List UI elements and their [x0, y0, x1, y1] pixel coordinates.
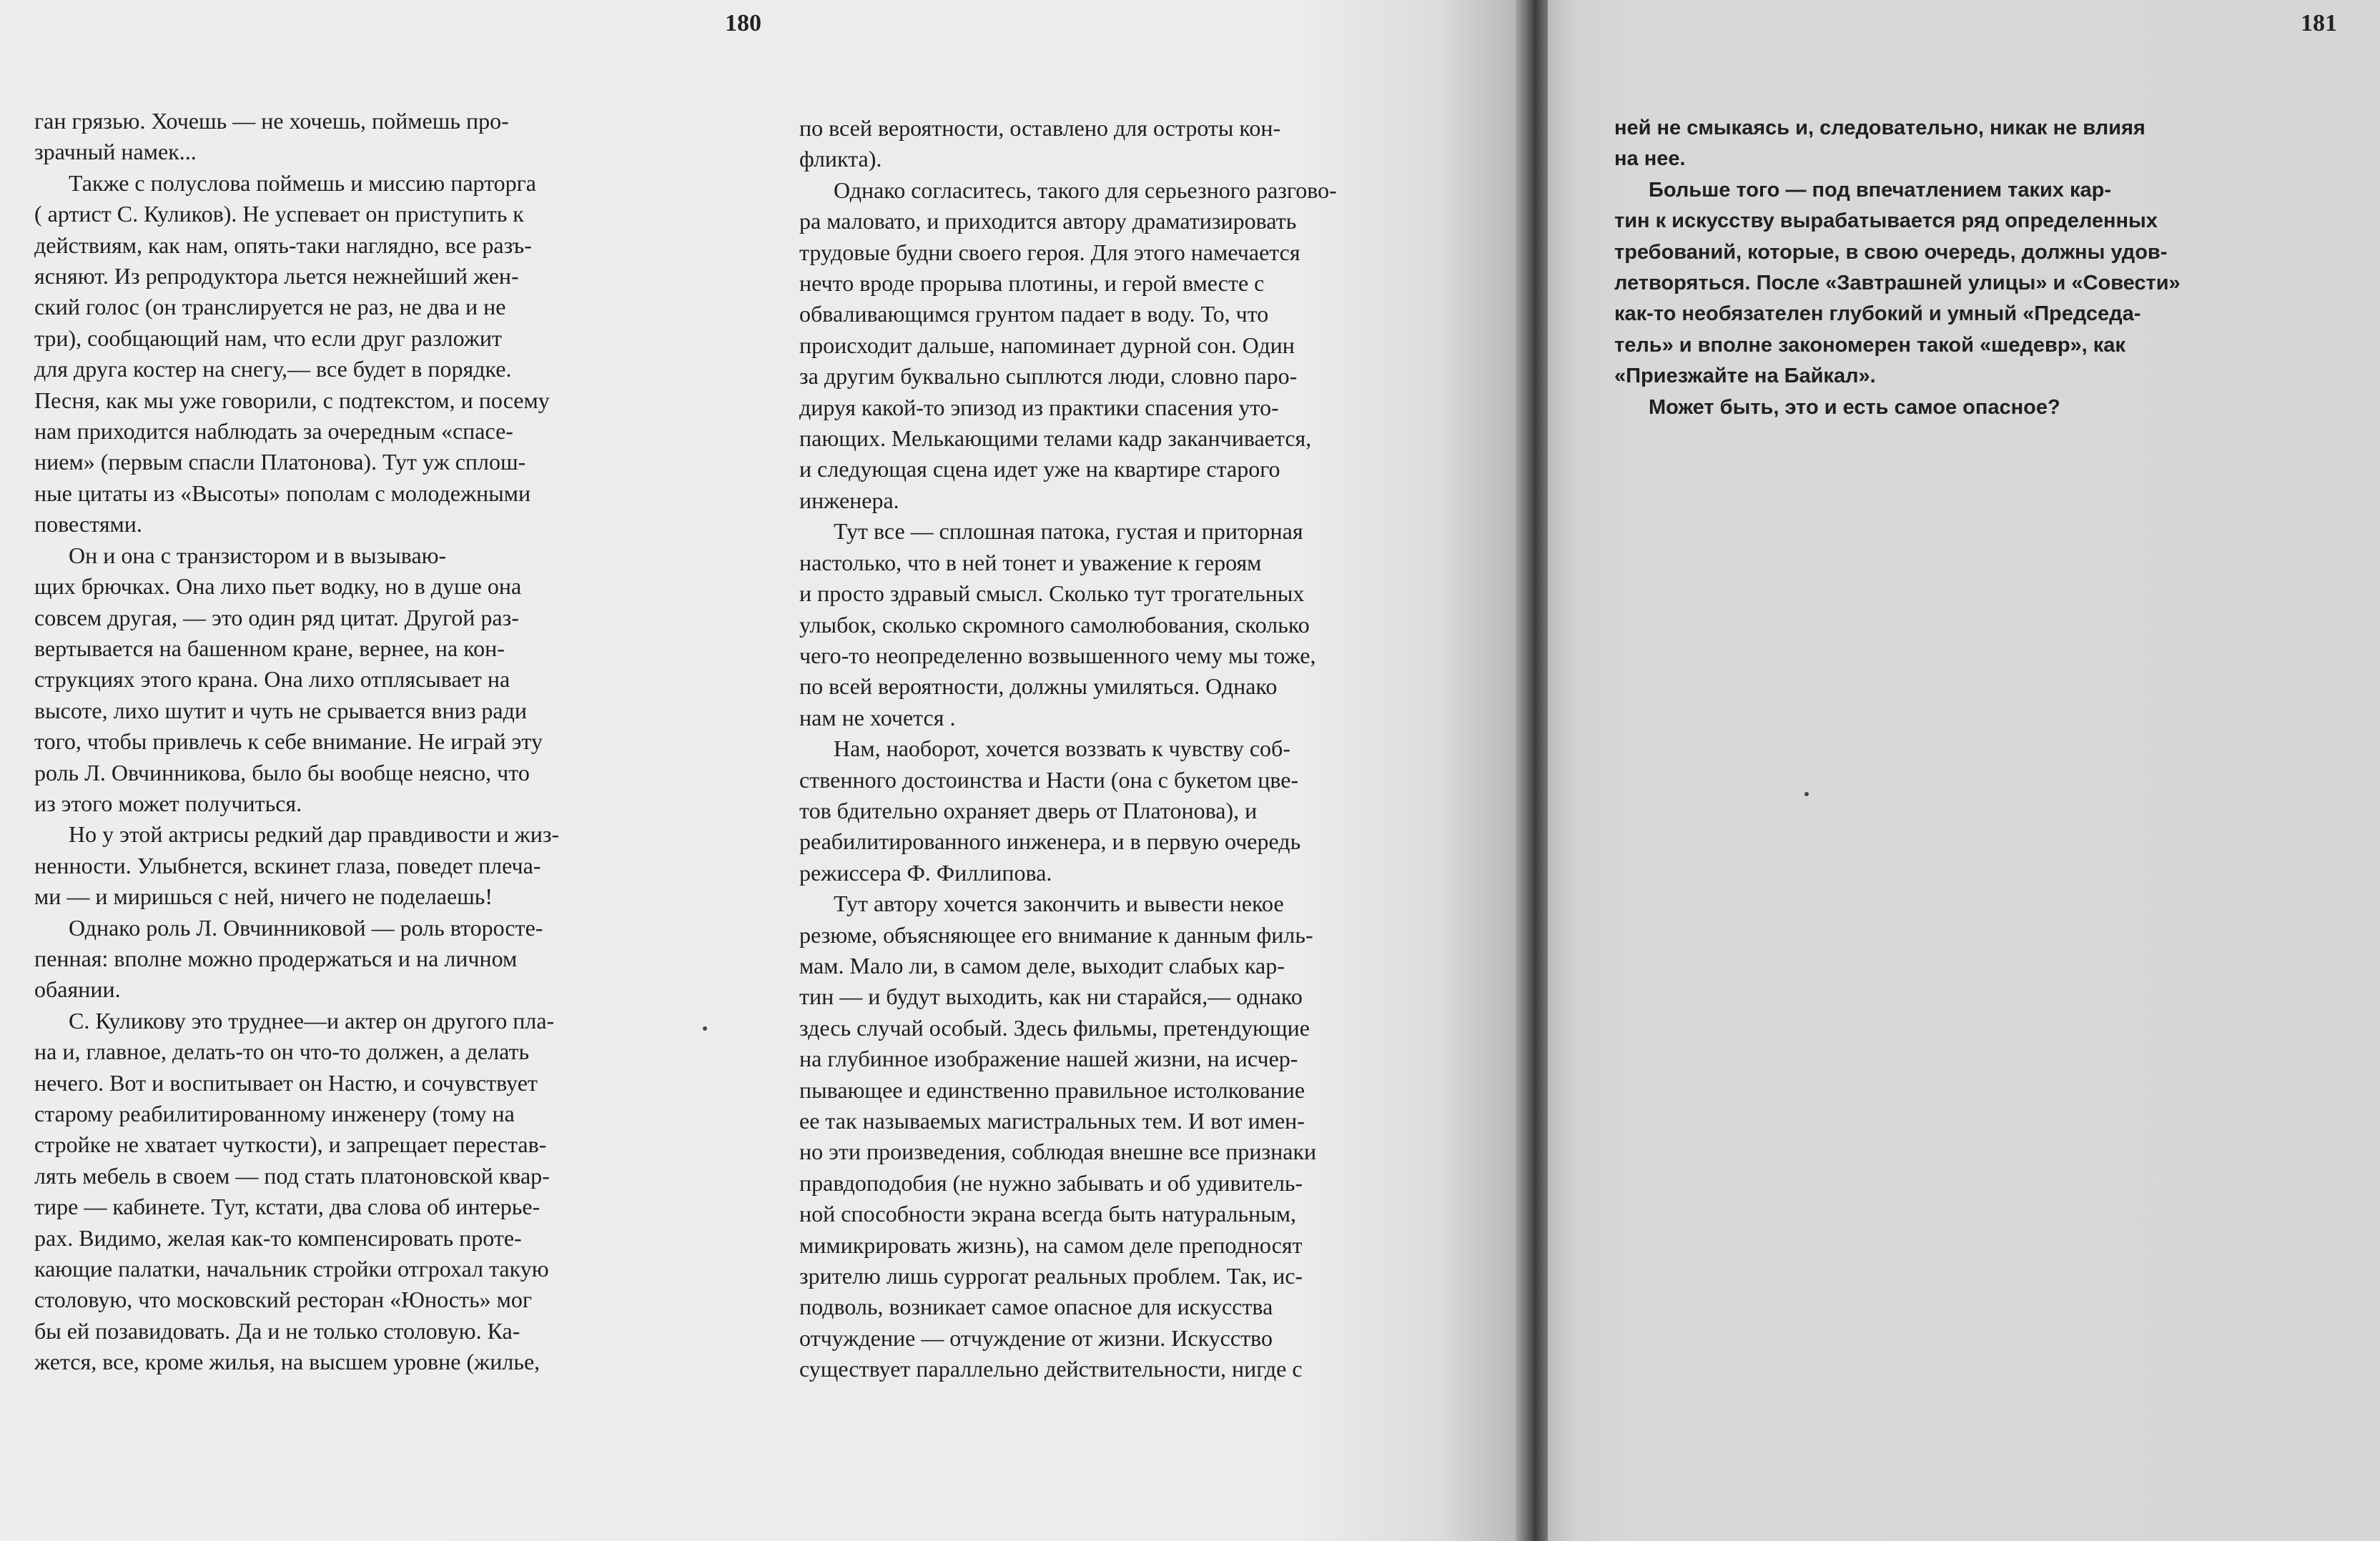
text-line: тире — кабинете. Тут, кстати, два слова об интерье- [34, 1194, 540, 1220]
text-line: существует параллельно действительности, нигде с [799, 1356, 1303, 1382]
text-line: обаянии. [34, 976, 121, 1003]
book-gutter [1516, 0, 1548, 1541]
text-line: и просто здравый смысл. Сколько тут трогательных [799, 580, 1305, 607]
text-line: тель» и вполне закономерен такой «шедевр», как [1614, 333, 2125, 357]
text-line: столовую, что московский ресторан «Юность» мог [34, 1287, 533, 1313]
text-line: режиссера Ф. Филлипова. [799, 859, 1052, 886]
text-line: Нам, наоборот, хочется воззвать к чувству соб- [834, 735, 1290, 762]
print-speck [1804, 792, 1809, 796]
text-line: правдоподобия (не нужно забывать и об удивитель- [799, 1169, 1303, 1196]
text-line: три), сообщающий нам, что если друг разложит [34, 324, 503, 351]
text-line: реабилитированного инженера, и в первую очередь [799, 828, 1301, 855]
text-line: Тут все — сплошная патока, густая и приторная [834, 518, 1303, 545]
text-line: Но у этой актрисы редкий дар правдивости и жиз- [69, 821, 560, 848]
text-line: из этого может получиться. [34, 790, 302, 816]
text-line: дируя какой-то эпизод из практики спасения уто- [799, 394, 1279, 420]
text-line: Тут автору хочется закончить и вывести некое [834, 891, 1284, 917]
text-line: пающих. Мелькающими телами кадр заканчивается, [799, 425, 1312, 452]
text-line: бы ей позавидовать. Да и не только столовую. Ка- [34, 1317, 520, 1344]
text-line: подволь, возникает самое опасное для искусства [799, 1294, 1273, 1320]
text-line: летворяться. После «Завтрашней улицы» и «Совести» [1614, 272, 2181, 295]
text-line: на глубинное изображение нашей жизни, на исчер- [799, 1046, 1298, 1072]
text-line: обваливающимся грунтом падает в воду. То, что [799, 301, 1269, 327]
text-line: совсем другая, — это один ряд цитат. Другой раз- [34, 604, 519, 630]
text-line: ее так называемых магистральных тем. И вот имен- [799, 1108, 1305, 1134]
text-line: рах. Видимо, желая как-то компенсировать проте- [34, 1224, 522, 1251]
text-line: ский голос (он транслируется не раз, не два и не [34, 294, 506, 320]
text-line: Песня, как мы уже говорили, с подтекстом, и посему [34, 387, 550, 413]
text-line: здесь случай особый. Здесь фильмы, претендующие [799, 1014, 1310, 1041]
text-line: действиям, как нам, опять-таки наглядно, все разъ- [34, 232, 532, 258]
text-line: происходит дальше, напоминает дурной сон. Один [799, 332, 1295, 358]
text-line: нием» (первым спасли Платонова). Тут уж сплош- [34, 449, 526, 475]
text-line: Однако роль Л. Овчинниковой — роль второсте- [69, 914, 543, 941]
text-line: нам приходится наблюдать за очередным «спасе- [34, 418, 513, 445]
text-line: пывающее и единственно правильное истолкование [799, 1076, 1305, 1103]
text-line: повестями. [34, 511, 142, 537]
text-line: инженера. [799, 487, 899, 513]
text-line: ра маловато, и приходится автору драматизировать [799, 208, 1297, 234]
text-line: тин — и будут выходить, как ни старайся,— однако [799, 983, 1303, 1010]
print-speck [703, 1026, 707, 1031]
page-number-left: 180 [725, 10, 761, 36]
page-number-right: 181 [2301, 10, 2337, 36]
text-line: чего-то неопределенно возвышенного чему мы тоже, [799, 642, 1316, 668]
left-page-column-2 [799, 113, 1447, 1385]
text-line: Также с полуслова поймешь и миссию парторга [69, 169, 536, 196]
text-line: ( артист С. Куликов). Не успевает он приступить к [34, 201, 524, 227]
text-line: вертывается на башенном кране, вернее, на кон- [34, 635, 505, 661]
text-line: как-то необязателен глубокий и умный «Председа- [1614, 302, 2141, 326]
text-line: но эти произведения, соблюдая внешне все признаки [799, 1139, 1317, 1165]
text-line: тов бдительно охраняет дверь от Платонова), и [799, 797, 1258, 823]
text-line: резюме, объясняющее его внимание к данным филь- [799, 921, 1313, 948]
text-line: нам не хочется . [799, 704, 956, 730]
text-line: зрачный намек... [34, 139, 197, 165]
text-line: нечего. Вот и воспитывает он Настю, и сочувствует [34, 1069, 538, 1096]
text-line: мам. Мало ли, в самом деле, выходит слабых кар- [799, 952, 1285, 978]
text-line: пенная: вполне можно продержаться и на личном [34, 945, 518, 971]
text-line: лять мебель в своем — под стать платоновской квар- [34, 1162, 550, 1189]
text-line: Однако согласитесь, такого для серьезного разгово- [834, 177, 1337, 203]
text-line: ми — и миришься с ней, ничего не поделаешь! [34, 883, 493, 910]
text-line: кающие палатки, начальник стройки отгрохал такую [34, 1256, 549, 1282]
text-line: Может быть, это и есть самое опасное? [1649, 395, 2060, 419]
text-line: ясняют. Из репродуктора льется нежнейший жен- [34, 263, 519, 289]
text-line: ней не смыкаясь и, следовательно, никак не влияя [1614, 117, 2146, 139]
text-line: улыбок, сколько скромного самолюбования, сколько [799, 611, 1310, 638]
text-line: того, чтобы привлечь к себе внимание. Не играй эту [34, 728, 543, 755]
text-line: высоте, лихо шутит и чуть не срывается вниз ради [34, 697, 528, 723]
text-line: Больше того — под впечатлением таких кар- [1649, 178, 2111, 202]
text-line: тин к искусству вырабатывается ряд определенных [1614, 209, 2158, 233]
text-line: фликта). [799, 146, 882, 172]
text-line: на нее. [1614, 147, 1686, 171]
text-line: по всей вероятности, оставлено для остроты кон- [799, 115, 1281, 141]
text-line: по всей вероятности, должны умиляться. Однако [799, 673, 1278, 700]
text-line: отчуждение — отчуждение от жизни. Искусство [799, 1324, 1273, 1351]
text-line: старому реабилитированному инженеру (тому на [34, 1101, 515, 1126]
text-line: ненности. Улыбнется, вскинет глаза, поведет плеча- [34, 852, 541, 878]
text-line: ные цитаты из «Высоты» пополам с молодежными [34, 480, 531, 506]
text-line: щих брючках. Она лихо пьет водку, но в душе она [34, 573, 522, 600]
text-line: Он и она с транзистором и в вызываю- [69, 542, 447, 568]
text-line: роль Л. Овчинникова, было бы вообще неясно, что [34, 759, 530, 786]
text-line: за другим буквально сыплются люди, словно паро- [799, 363, 1298, 390]
text-line: ган грязью. Хочешь — не хочешь, поймешь про- [34, 108, 509, 134]
text-line: трудовые будни своего героя. Для этого намечается [799, 239, 1300, 265]
text-line: мимикрировать жизнь), на самом деле преподносят [799, 1232, 1303, 1258]
text-line: ственного достоинства и Насти (она с букетом цве- [799, 766, 1299, 793]
text-line: и следующая сцена идет уже на квартире старого [799, 456, 1280, 482]
text-line: ной способности экрана всегда быть натуральным, [799, 1201, 1296, 1227]
text-line: на и, главное, делать-то он что-то должен, а делать [34, 1039, 530, 1065]
text-line: настолько, что в ней тонет и уважение к героям [799, 549, 1262, 575]
right-page-column [1614, 113, 2266, 423]
text-line: зрителю лишь суррогат реальных проблем. Так, ис- [799, 1263, 1303, 1289]
text-line: стройке не хватает чуткости), и запрещает перестав- [34, 1131, 547, 1158]
text-line: С. Куликову это труднее—и актер он другого пла- [69, 1007, 555, 1034]
text-line: требований, которые, в свою очередь, должны удов- [1614, 240, 2168, 264]
text-line: струкциях этого крана. Она лихо отплясывает на [34, 666, 510, 693]
text-line: нечто вроде прорыва плотины, и герой вместе с [799, 270, 1265, 297]
left-page-column-1 [34, 106, 682, 1378]
text-line: «Приезжайте на Байкал». [1614, 365, 1876, 388]
text-line: для друга костер на снегу,— все будет в порядке. [34, 356, 512, 382]
text-line: жется, все, кроме жилья, на высшем уровне (жилье, [34, 1349, 540, 1375]
